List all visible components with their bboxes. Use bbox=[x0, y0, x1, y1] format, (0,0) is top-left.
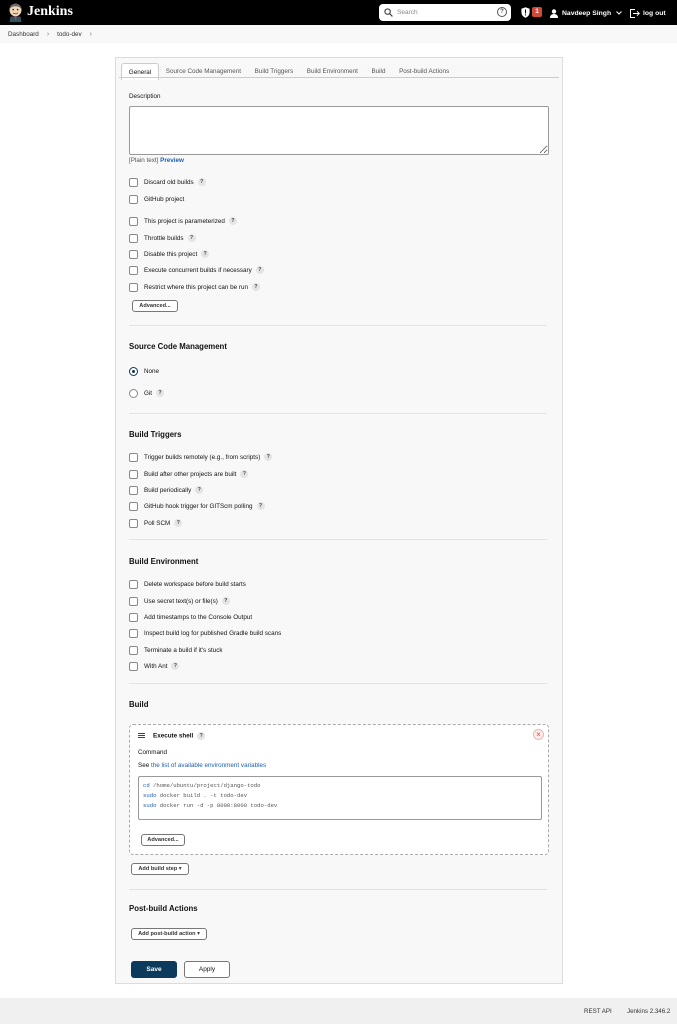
build-periodically-checkbox[interactable] bbox=[129, 486, 138, 495]
command-line: cd /home/ubuntu/project/django-todo bbox=[143, 782, 261, 789]
tabs-divider bbox=[119, 77, 559, 78]
top-bar bbox=[0, 0, 677, 25]
general-advanced-button[interactable]: Advanced... bbox=[132, 300, 178, 312]
command-line: sudo docker build . -t todo-dev bbox=[143, 792, 248, 799]
help-icon[interactable]: ? bbox=[197, 732, 205, 740]
jenkins-logo-icon[interactable] bbox=[8, 3, 23, 22]
inspect-gradle-checkbox[interactable] bbox=[129, 629, 138, 638]
terminate-stuck-label: Terminate a build if it's stuck bbox=[144, 647, 223, 654]
command-line: sudo docker run -d -p 8000:8000 todo-dev bbox=[143, 802, 278, 809]
parameterized-label: This project is parameterized ? bbox=[144, 217, 237, 226]
disable-project-label: Disable this project ? bbox=[144, 250, 209, 259]
with-ant-label: With Ant ? bbox=[144, 662, 179, 671]
chevron-right-icon[interactable]: › bbox=[89, 30, 93, 38]
help-icon[interactable]: ? bbox=[264, 453, 272, 461]
build-section-title: Build bbox=[129, 700, 149, 709]
plain-text-note bbox=[129, 157, 184, 164]
save-button[interactable]: Save bbox=[131, 961, 177, 978]
help-icon[interactable]: ? bbox=[256, 266, 264, 274]
search-help-icon[interactable]: ? bbox=[497, 7, 507, 17]
scm-none-label: None bbox=[144, 368, 160, 375]
section-divider bbox=[129, 325, 547, 326]
caret-down-icon: ▾ bbox=[197, 931, 200, 937]
use-secret-checkbox[interactable] bbox=[129, 597, 138, 606]
trigger-remotely-checkbox[interactable] bbox=[129, 453, 138, 462]
help-icon[interactable]: ? bbox=[257, 502, 265, 510]
tab-build[interactable]: Build bbox=[371, 68, 386, 75]
user-menu[interactable] bbox=[550, 7, 626, 19]
tab-build-triggers[interactable]: Build Triggers bbox=[254, 68, 294, 75]
tab-build-environment[interactable]: Build Environment bbox=[306, 68, 358, 75]
caret-down-icon: ▾ bbox=[178, 866, 182, 872]
concurrent-builds-label: Execute concurrent builds if necessary ? bbox=[144, 266, 264, 275]
configure-form bbox=[115, 57, 563, 984]
throttle-builds-label: Throttle builds ? bbox=[144, 234, 196, 243]
section-divider bbox=[129, 413, 547, 414]
scm-git-radio[interactable] bbox=[129, 389, 138, 398]
apply-button[interactable]: Apply bbox=[184, 961, 230, 978]
env-vars-link[interactable]: the list of available environment variables bbox=[150, 762, 267, 769]
drag-handle-icon[interactable] bbox=[138, 733, 145, 738]
section-divider bbox=[129, 539, 547, 540]
with-ant-checkbox[interactable] bbox=[129, 662, 138, 671]
restrict-where-run-checkbox[interactable] bbox=[129, 283, 138, 292]
rest-api-link[interactable]: REST API bbox=[584, 1008, 612, 1015]
post-build-section-title: Post-build Actions bbox=[129, 904, 198, 913]
github-project-checkbox[interactable] bbox=[129, 195, 138, 204]
section-divider bbox=[129, 683, 547, 684]
help-icon[interactable]: ? bbox=[240, 470, 248, 478]
search-icon bbox=[384, 8, 393, 17]
delete-step-icon[interactable]: × bbox=[533, 729, 544, 740]
chevron-down-icon bbox=[616, 11, 622, 15]
tab-source-code-management[interactable]: Source Code Management bbox=[165, 68, 242, 75]
user-icon bbox=[550, 9, 558, 18]
help-icon[interactable]: ? bbox=[188, 234, 196, 242]
poll-scm-label: Poll SCM ? bbox=[144, 519, 182, 528]
help-icon[interactable]: ? bbox=[198, 178, 206, 186]
help-icon[interactable]: ? bbox=[156, 389, 164, 397]
environment-section-title: Build Environment bbox=[129, 557, 199, 566]
footer bbox=[0, 998, 677, 1024]
user-name: Navdeep Singh bbox=[562, 9, 612, 17]
github-hook-trigger-checkbox[interactable] bbox=[129, 502, 138, 511]
breadcrumb-dashboard[interactable]: Dashboard bbox=[8, 30, 39, 38]
help-icon[interactable]: ? bbox=[222, 597, 230, 605]
add-post-build-action-button[interactable]: Add post-build action ▾ bbox=[131, 928, 207, 940]
step-advanced-button[interactable]: Advanced... bbox=[141, 834, 185, 846]
trigger-remotely-label: Trigger builds remotely (e.g., from scripts) ? bbox=[144, 453, 272, 462]
help-icon[interactable]: ? bbox=[201, 250, 209, 258]
discard-old-builds-label: Discard old builds ? bbox=[144, 178, 206, 187]
help-icon[interactable]: ? bbox=[174, 519, 182, 527]
scm-section-title: Source Code Management bbox=[129, 342, 227, 351]
throttle-builds-checkbox[interactable] bbox=[129, 234, 138, 243]
step-title: Execute shell ? bbox=[153, 732, 205, 740]
chevron-right-icon[interactable]: › bbox=[46, 30, 50, 38]
tab-post-build-actions[interactable]: Post-build Actions bbox=[399, 68, 450, 75]
scm-none-radio[interactable] bbox=[129, 367, 138, 376]
jenkins-version-link[interactable]: Jenkins 2.346.2 bbox=[627, 1008, 671, 1015]
execute-shell-step bbox=[129, 724, 549, 855]
add-timestamps-checkbox[interactable] bbox=[129, 613, 138, 622]
parameterized-checkbox[interactable] bbox=[129, 217, 138, 226]
add-timestamps-label: Add timestamps to the Console Output bbox=[144, 614, 253, 621]
logout-link[interactable] bbox=[630, 7, 666, 19]
description-field[interactable] bbox=[129, 106, 549, 155]
scm-git-label: Git ? bbox=[144, 389, 164, 398]
help-icon[interactable]: ? bbox=[171, 662, 179, 670]
search-input[interactable] bbox=[397, 6, 487, 19]
command-label: Command bbox=[138, 749, 168, 756]
description-label: Description bbox=[129, 93, 161, 100]
help-icon[interactable]: ? bbox=[229, 217, 237, 225]
concurrent-builds-checkbox[interactable] bbox=[129, 266, 138, 275]
shield-icon[interactable] bbox=[521, 7, 530, 18]
add-build-step-button[interactable]: Add build step ▾ bbox=[131, 863, 189, 875]
preview-link[interactable]: Preview bbox=[160, 157, 184, 164]
logout-label: log out bbox=[643, 9, 666, 17]
build-after-other-checkbox[interactable] bbox=[129, 470, 138, 479]
help-icon[interactable]: ? bbox=[195, 486, 203, 494]
section-divider bbox=[129, 889, 547, 890]
tab-general[interactable]: General bbox=[121, 63, 159, 80]
terminate-stuck-checkbox[interactable] bbox=[129, 646, 138, 655]
github-hook-trigger-label: GitHub hook trigger for GITScm polling ? bbox=[144, 502, 265, 511]
help-icon[interactable]: ? bbox=[252, 283, 260, 291]
github-project-label: GitHub project bbox=[144, 196, 185, 203]
restrict-where-run-label: Restrict where this project can be run ? bbox=[144, 283, 260, 292]
poll-scm-checkbox[interactable] bbox=[129, 519, 138, 528]
search-box[interactable] bbox=[379, 4, 511, 21]
breadcrumb bbox=[0, 25, 677, 43]
build-periodically-label: Build periodically ? bbox=[144, 486, 203, 495]
breadcrumb-project[interactable]: todo-dev bbox=[57, 30, 82, 38]
delete-workspace-checkbox[interactable] bbox=[129, 580, 138, 589]
command-editor[interactable] bbox=[138, 776, 542, 820]
disable-project-checkbox[interactable] bbox=[129, 250, 138, 259]
use-secret-label: Use secret text(s) or file(s) ? bbox=[144, 597, 230, 606]
alert-count-badge[interactable]: 1 bbox=[532, 7, 542, 17]
env-vars-note bbox=[138, 762, 266, 769]
delete-workspace-label: Delete workspace before build starts bbox=[144, 581, 246, 588]
discard-old-builds-checkbox[interactable] bbox=[129, 178, 138, 187]
build-after-other-label: Build after other projects are built ? bbox=[144, 470, 248, 479]
see-prefix: See bbox=[138, 762, 150, 769]
logout-icon bbox=[630, 9, 640, 18]
triggers-section-title: Build Triggers bbox=[129, 430, 182, 439]
inspect-gradle-label: Inspect build log for published Gradle build scans bbox=[144, 630, 282, 637]
plain-text-label: [Plain text] bbox=[129, 157, 159, 164]
brand-name[interactable]: Jenkins bbox=[27, 4, 73, 19]
